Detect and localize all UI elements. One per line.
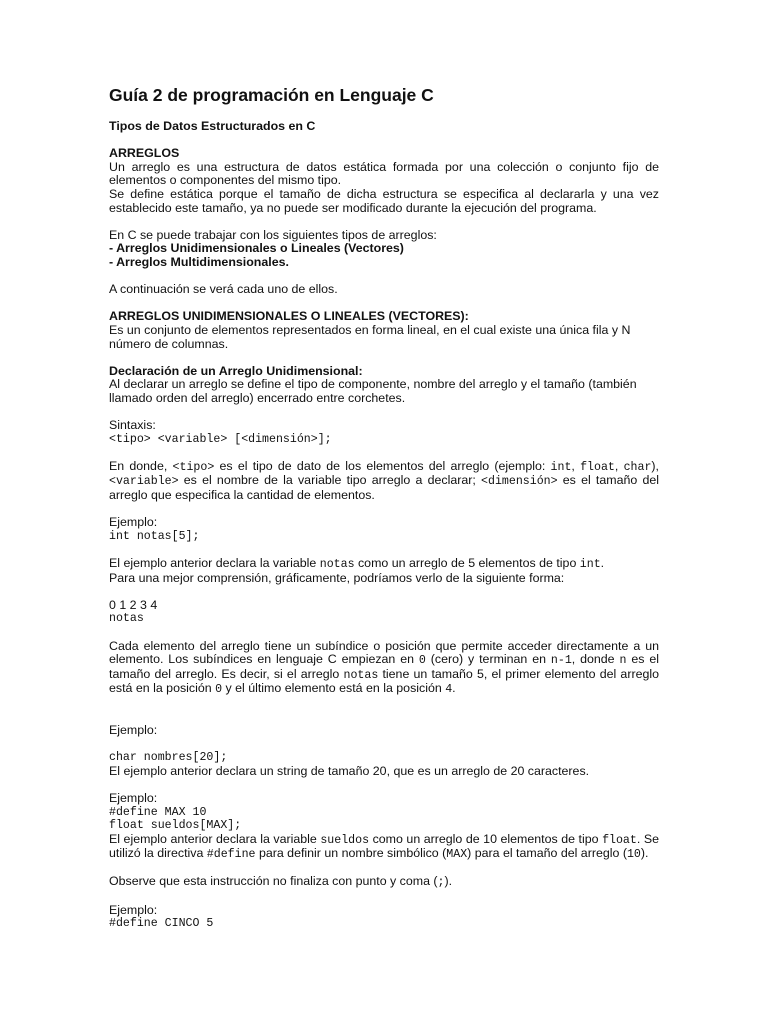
- array-diagram-name: notas: [109, 612, 144, 626]
- unidimensionales-heading: ARREGLOS UNIDIMENSIONALES O LINEALES (VECTORES):: [109, 309, 469, 324]
- ejemplo-label: Ejemplo:: [109, 722, 158, 737]
- arreglos-heading: ARREGLOS: [109, 146, 180, 161]
- ejemplo-code: #define CINCO 5: [109, 917, 214, 931]
- section-subtitle: Tipos de Datos Estructurados en C: [109, 119, 316, 133]
- continuacion-text: A continuación se verá cada uno de ellos.: [109, 282, 338, 297]
- observe-text: Observe que esta instrucción no finaliza con punto y coma (;).: [109, 874, 453, 890]
- document-body: [109, 84, 659, 931]
- ejemplo-label: Ejemplo:: [109, 902, 158, 917]
- declaracion-heading: Declaración de un Arreglo Unidimensional:: [109, 363, 363, 378]
- declaracion-text: Al declarar un arreglo se define el tipo de componente, nombre del arreglo y el tamaño (también llamado orden del arreglo) encerrado entre corchetes.: [109, 377, 637, 405]
- arreglos-static-explanation: Se define estática porque el tamaño de dicha estructura se especifica al declararla y una vez establecido este tamaño, ya no puede ser modificado durante la ejecución del programa.: [109, 186, 659, 215]
- grafica-text: Para una mejor comprensión, gráficamente, podríamos verlo de la siguiente forma:: [109, 570, 565, 585]
- ejemplo-code: int notas[5];: [109, 529, 200, 543]
- ejemplo-code: char nombres[20];: [109, 751, 228, 765]
- page-title: Guía 2 de programación en Lenguaje C: [109, 85, 434, 105]
- ejemplo-string-text: El ejemplo anterior declara un string de tamaño 20, que es un arreglo de 20 caracteres.: [109, 763, 590, 778]
- tipos-intro: En C se puede trabajar con los siguientes tipos de arreglos:: [109, 227, 437, 242]
- subindice-paragraph: Cada elemento del arreglo tiene un subíndice o posición que permite acceder directamente a un elemento. Los subíndices en lenguaje C empiezan en 0 (cero) y terminan en n-1, donde n es el tamaño del arreglo. Es decir, si el arreglo notas tiene un tamaño 5, el primer elemento del arreglo está en la posición 0 y el último elemento está en la posición 4.: [109, 638, 659, 697]
- en-donde-paragraph: En donde, <tipo> es el tipo de dato de los elementos del arreglo (ejemplo: int, float, char), <variable> es el nombre de la variable tipo arreglo a declarar; <dimensión> es el tamaño del arreglo que especifica la cantidad de elementos.: [109, 458, 659, 503]
- arreglos-definition: Un arreglo es una estructura de datos estática formada por una colección o conjunto fijo de elementos o componentes del mismo tipo.: [109, 159, 659, 188]
- unidimensionales-text: Es un conjunto de elementos representados en forma lineal, en el cual existe una única fila y N número de columnas.: [109, 322, 631, 351]
- ejemplo-code: float sueldos[MAX];: [109, 819, 242, 833]
- tipos-item-multidimensional: - Arreglos Multidimensionales.: [109, 254, 289, 269]
- define-max-paragraph: El ejemplo anterior declara la variable sueldos como un arreglo de 10 elementos de tipo float. Se utilizó la directiva #define para definir un nombre simbólico (MAX) para el tamaño del arreglo (10).: [109, 831, 659, 862]
- ejemplo-label: Ejemplo:: [109, 515, 158, 530]
- tipos-item-unidimensional: - Arreglos Unidimensionales o Lineales (Vectores): [109, 241, 404, 256]
- ejemplo-code: #define MAX 10: [109, 805, 207, 819]
- declara-notas-text: El ejemplo anterior declara la variable notas como un arreglo de 5 elementos de tipo int.: [109, 556, 605, 571]
- array-diagram-indices: 0 1 2 3 4: [109, 597, 158, 612]
- sintaxis-code: <tipo> <variable> [<dimensión>];: [109, 432, 332, 446]
- ejemplo-label: Ejemplo:: [109, 790, 158, 805]
- sintaxis-label: Sintaxis:: [109, 418, 156, 433]
